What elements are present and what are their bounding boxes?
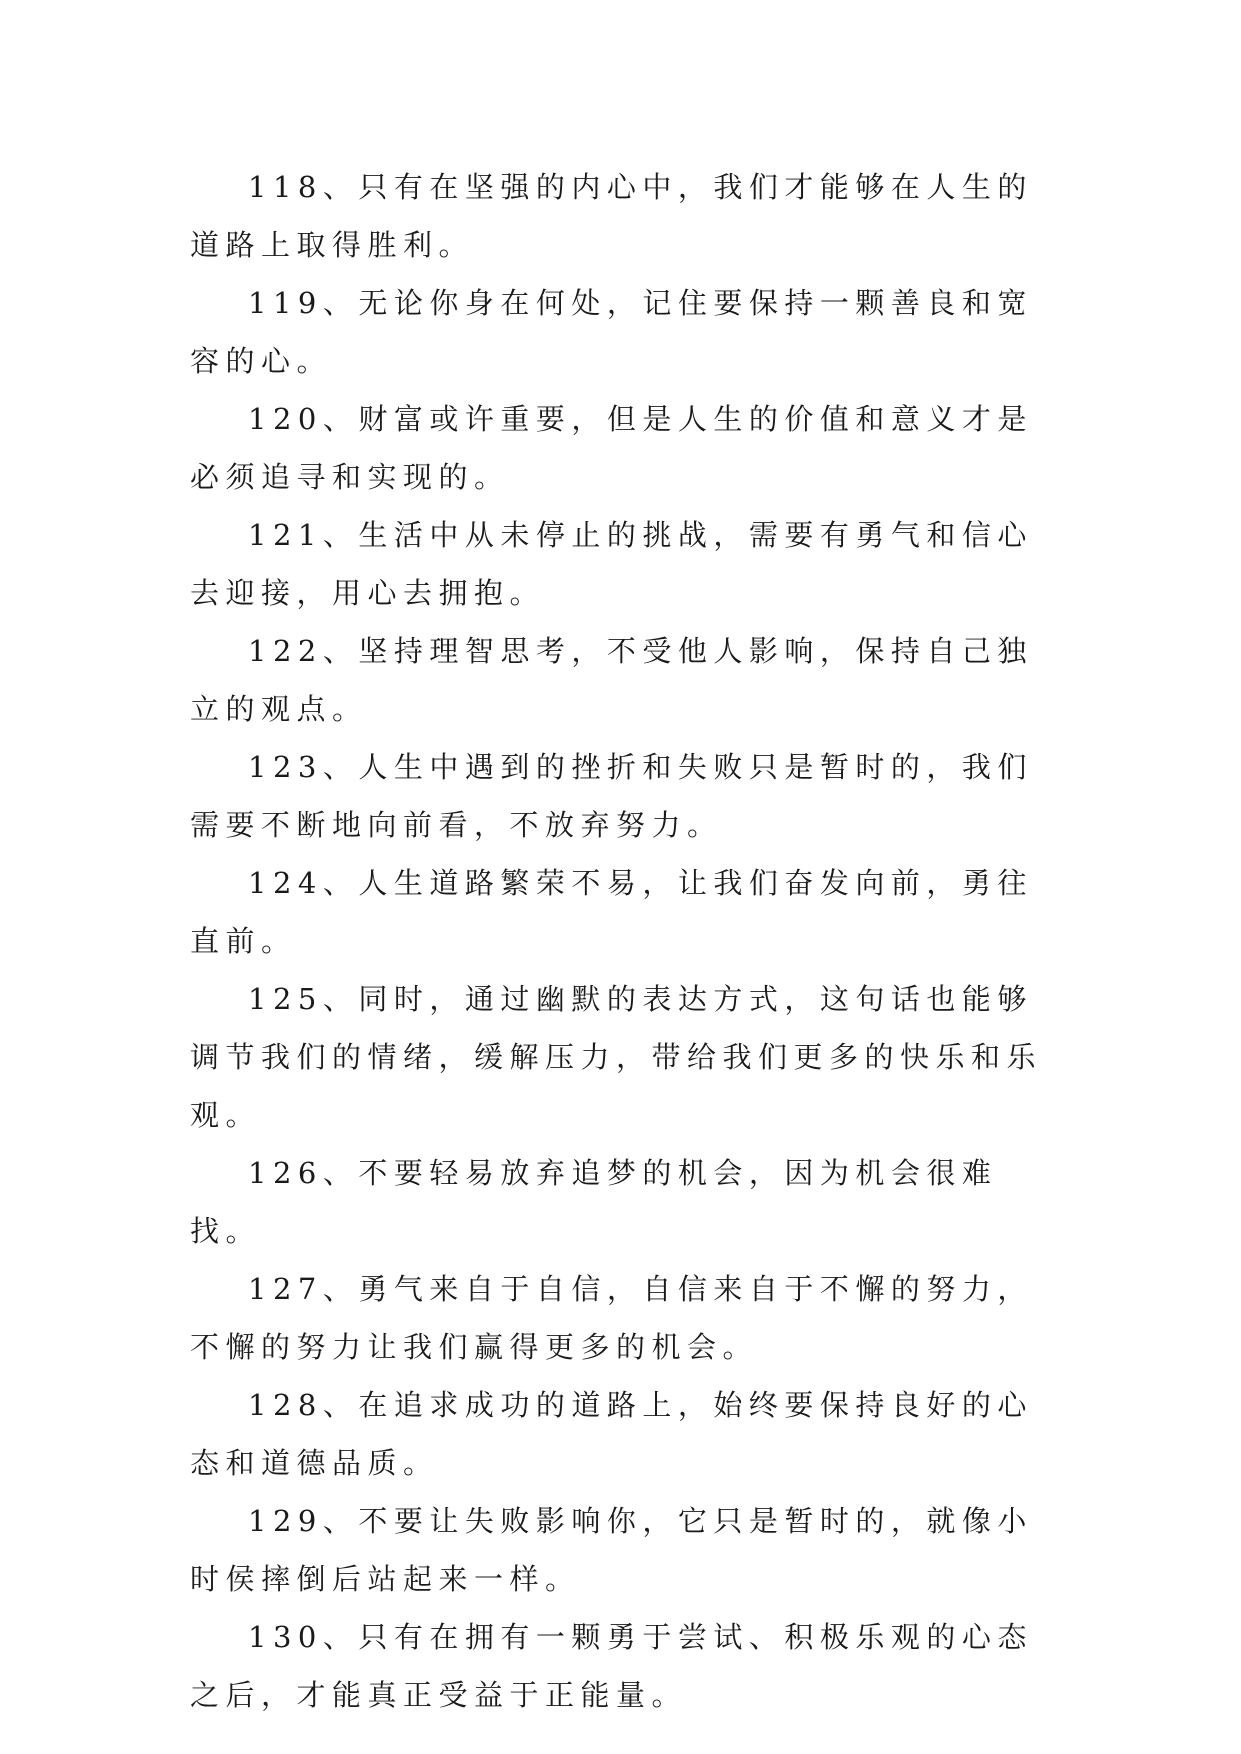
paragraph-121: 121、生活中从未停止的挑战，需要有勇气和信心去迎接，用心去拥抱。 [190,518,1033,610]
paragraph-125: 125、同时，通过幽默的表达方式，这句话也能够调节我们的情绪，缓解压力，带给我们更多的快乐和乐观。 [190,982,1043,1132]
paragraph-123: 123、人生中遇到的挫折和失败只是暂时的，我们需要不断地向前看，不放弃努力。 [190,750,1033,842]
paragraph-122: 122、坚持理智思考，不受他人影响，保持自己独立的观点。 [190,634,1033,726]
paragraph-130: 130、只有在拥有一颗勇于尝试、积极乐观的心态之后，才能真正受益于正能量。 [190,1620,1033,1712]
paragraph-119: 119、无论你身在何处，记住要保持一颗善良和宽容的心。 [190,286,1033,378]
paragraph-120: 120、财富或许重要，但是人生的价值和意义才是必须追寻和实现的。 [190,402,1033,494]
paragraph-128: 128、在追求成功的道路上，始终要保持良好的心态和道德品质。 [190,1388,1033,1480]
paragraph-129: 129、不要让失败影响你，它只是暂时的，就像小时侯摔倒后站起来一样。 [190,1504,1033,1596]
paragraph-118: 118、只有在坚强的内心中，我们才能够在人生的道路上取得胜利。 [190,170,1033,262]
document-body [190,158,1052,1724]
paragraph-126: 126、不要轻易放弃追梦的机会，因为机会很难找。 [190,1156,998,1248]
paragraph-124: 124、人生道路繁荣不易，让我们奋发向前，勇往直前。 [190,866,1033,958]
paragraph-127: 127、勇气来自于自信，自信来自于不懈的努力，不懈的努力让我们赢得更多的机会。 [190,1272,1033,1364]
